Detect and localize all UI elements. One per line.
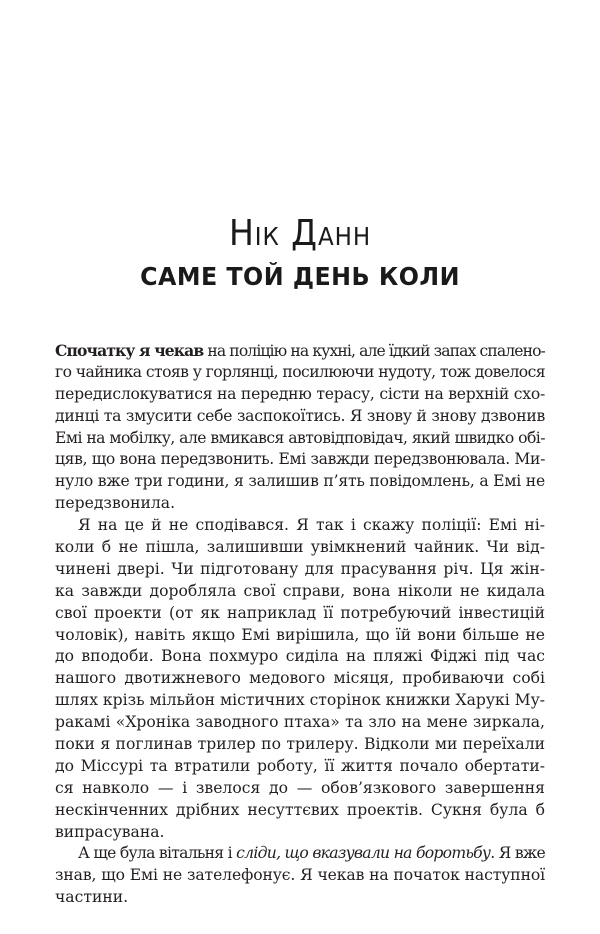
text-line: нескінченних дрібних несуттєвих проектів. Сукня була б — [55, 800, 545, 819]
text-line: ка завжди доробляла свої справи, вона ніколи не кидала — [55, 581, 545, 600]
text-line: поки я поглинав трилер по трилеру. Відколи ми переїхали — [55, 735, 545, 754]
text-line: чинені двері. Чи підготовану для прасування річ. Ця жін- — [55, 559, 545, 578]
text-line: частини. — [55, 888, 129, 907]
lead-in-bold-text: Спочатку я чекав — [55, 341, 204, 360]
italic-emphasis-text: сліди, що вказували на боротьбу — [236, 844, 491, 863]
text-line: знав, що Емі не зателефонує. Я чекав на початок наступної — [55, 866, 545, 885]
paragraph-2 — [55, 515, 545, 843]
text-line: чоловік), навіть якщо Емі вирішила, що їй вони більше не — [55, 625, 545, 644]
chapter-body — [55, 340, 545, 909]
text-line: цяв, що вона передзвонить. Емі завжди передзвонювала. Ми- — [55, 450, 545, 469]
chapter-title-heading: САМЕ ТОЙ ДЕНЬ КОЛИ — [140, 262, 460, 291]
text-line: свої проекти (от як наприклад її потребуючий інвестицій — [55, 603, 545, 622]
paragraph-1 — [55, 340, 545, 515]
chapter-author-heading: Нік Данн — [228, 213, 372, 254]
text-segment: А ще була вітальня і — [78, 844, 237, 863]
text-line: передзвонила. — [55, 494, 176, 513]
text-line: до вподоби. Вона похмуро сиділа на пляжі Фіджі під час — [55, 647, 545, 666]
paragraph-3 — [55, 843, 545, 909]
text-line: коли б не пішла, залишивши увімкнений чайник. Чи від- — [55, 538, 545, 557]
text-line: шлях крізь мільйон містичних сторінок книжки Харукі Му- — [55, 691, 545, 710]
text-line: Я на це й не сподівався. Я так і скажу поліції: Емі ні- — [78, 516, 545, 535]
text-line: го чайника стояв у горлянці, посилюючи нудоту, тож довелося — [55, 362, 545, 381]
text-segment: на поліцію на кухні, але їдкий запах спалено- — [203, 342, 545, 360]
text-line: ся навколо — і звелося до — обов’язкового завершення — [55, 778, 545, 797]
text-line: випрасувана. — [55, 822, 165, 841]
text-line: передислокуватися на передню терасу, сісти на верхній схо- — [55, 384, 545, 403]
text-line: Емі на мобілку, але вмикався автовідповідач, який швидко обі- — [55, 428, 545, 447]
text-line: динці та змусити себе заспокоїтись. Я знову й знову дзвонив — [55, 406, 545, 425]
text-line: ракамі «Хроніка заводного птаха» та зло на мене зиркала, — [55, 713, 545, 732]
text-line — [55, 340, 545, 362]
text-line — [55, 843, 545, 865]
text-line: до Міссурі та втратили роботу, її життя почало обертати- — [55, 756, 545, 775]
text-line: нашого двотижневого медового місяця, пробиваючи собі — [55, 669, 545, 688]
text-line: нуло вже три години, я залишив п’ять повідомлень, а Емі не — [55, 472, 545, 491]
text-segment: . Я вже — [490, 844, 545, 863]
